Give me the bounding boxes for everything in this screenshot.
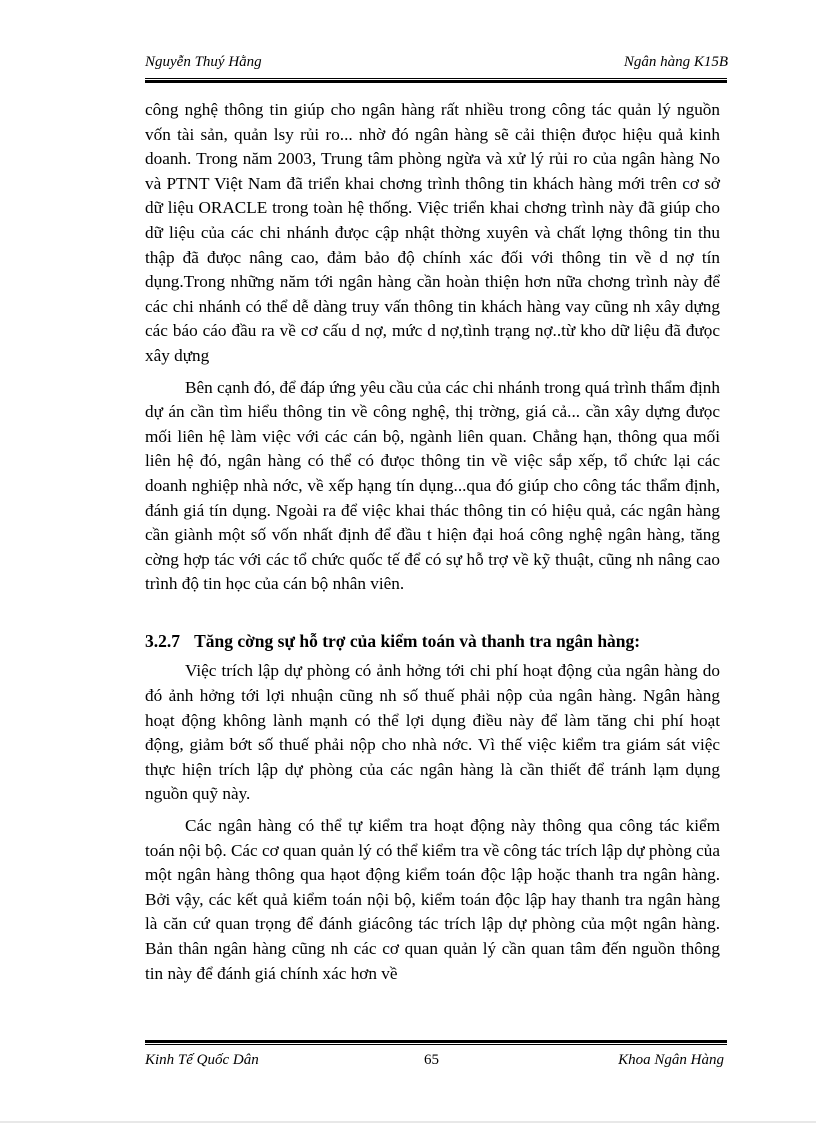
section-title: Tăng cờng sự hỗ trợ của kiểm toán và thanh tra ngân hàng: (194, 630, 641, 651)
document-body (145, 98, 720, 986)
footer-rule (145, 1040, 727, 1045)
section-number: 3.2.7 (145, 630, 180, 651)
footer-faculty: Khoa Ngân Hàng (618, 1052, 724, 1068)
page-header (145, 50, 730, 76)
header-class: Ngân hàng K15B (623, 54, 728, 70)
header-author: Nguyễn Thuý Hằng (145, 54, 262, 70)
paragraph: Bên cạnh đó, để đáp ứng yêu cầu của các chi nhánh trong quá trình thẩm định dự án cần tìm hiểu thông tin về công nghệ, thị trờng, giá cả... cần xây dựng đưọc mối liên hệ làm việc với các cán bộ, ngành liên quan. Chẳng hạn, thông qua mối liên hệ đó, ngân hàng có thể có đưọc thông tin về việc sắp xếp, tổ chức lại các doanh nghiệp nhà nớc, về xếp hạng tín dụng...qua đó giúp cho công tác thẩm định, đánh giá tín dụng. Ngoài ra để việc khai thác thông tin có hiệu quả, các ngân hàng cần giành một số vốn nhất định để đầu t hiện đại hoá công nghệ ngân hàng, tăng cờng hợp tác với các tổ chức quốc tế để có sự hỗ trợ về kỹ thuật, cũng nh nâng cao trình độ tin học của cán bộ nhân viên. (145, 377, 720, 594)
paragraph: Các ngân hàng có thể tự kiểm tra hoạt động này thông qua công tác kiểm toán nội bộ. Các cơ quan quản lý có thể kiểm tra về công tác trích lập dự phòng của một ngân hàng thông qua hạot động kiểm toán độc lập hoặc thanh tra ngân hàng. Bởi vậy, các kết quả kiểm toán nội bộ, kiểm toán độc lập hay thanh tra ngân hàng là căn cứ quan trọng để đánh giácông tác trích lập dự phòng của một ngân hàng. Bản thân ngân hàng cũng nh các cơ quan quản lý cần quan tâm đến nguồn thông tin này để đánh giá chính xác hơn về (145, 816, 720, 983)
paragraph: Việc trích lập dự phòng có ảnh hởng tới chi phí hoạt động của ngân hàng do đó ảnh hởng tới lợi nhuận cũng nh số thuế phải nộp của ngân hàng. Ngân hàng hoạt động không lành mạnh có thể lợi dụng điều này để làm tăng chi phí hoạt động, giảm bớt số thuế phải nộp cho nhà nớc. Vì thế việc kiểm tra giám sát việc thực hiện trích lập dự phòng của các ngân hàng là cần thiết để tránh lạm dụng nguồn quỹ này. (145, 661, 720, 804)
page-footer (145, 1052, 724, 1076)
paragraph: công nghệ thông tin giúp cho ngân hàng rất nhiều trong công tác quản lý nguồn vốn tài sản, quản lsy rủi ro... nhờ đó ngân hàng sẽ cải thiện đưọc hiệu quả kinh doanh. Trong năm 2003, Trung tâm phòng ngừa và xử lý rủi ro của ngân hàng No và PTNT Việt Nam đã triển khai chơng trình thông tin khách hàng mới trên cơ sở dữ liệu ORACLE trong toàn hệ thống. Việc triển khai chơng trình này đã giúp cho dữ liệu của các chi nhánh đưọc cập nhật thờng xuyên và chất lợng thông tin thu thập đã đưọc nâng cao, đảm bảo độ chính xác đối với thông tin về d nợ tín dụng.Trong những năm tới ngân hàng cần hoàn thiện hơn nữa chơng trình này để các chi nhánh có thể dễ dàng truy vấn thông tin khách hàng vay cũng nh xây dựng các báo cáo đầu ra về cơ cấu d nợ, mức d nợ,tình trạng nợ..từ kho dữ liệu đã đưọc xây dựng (145, 100, 720, 365)
page-number: 65 (424, 1052, 439, 1068)
header-rule (145, 78, 727, 83)
section-heading (145, 629, 720, 654)
footer-university: Kinh Tế Quốc Dân (145, 1052, 259, 1068)
